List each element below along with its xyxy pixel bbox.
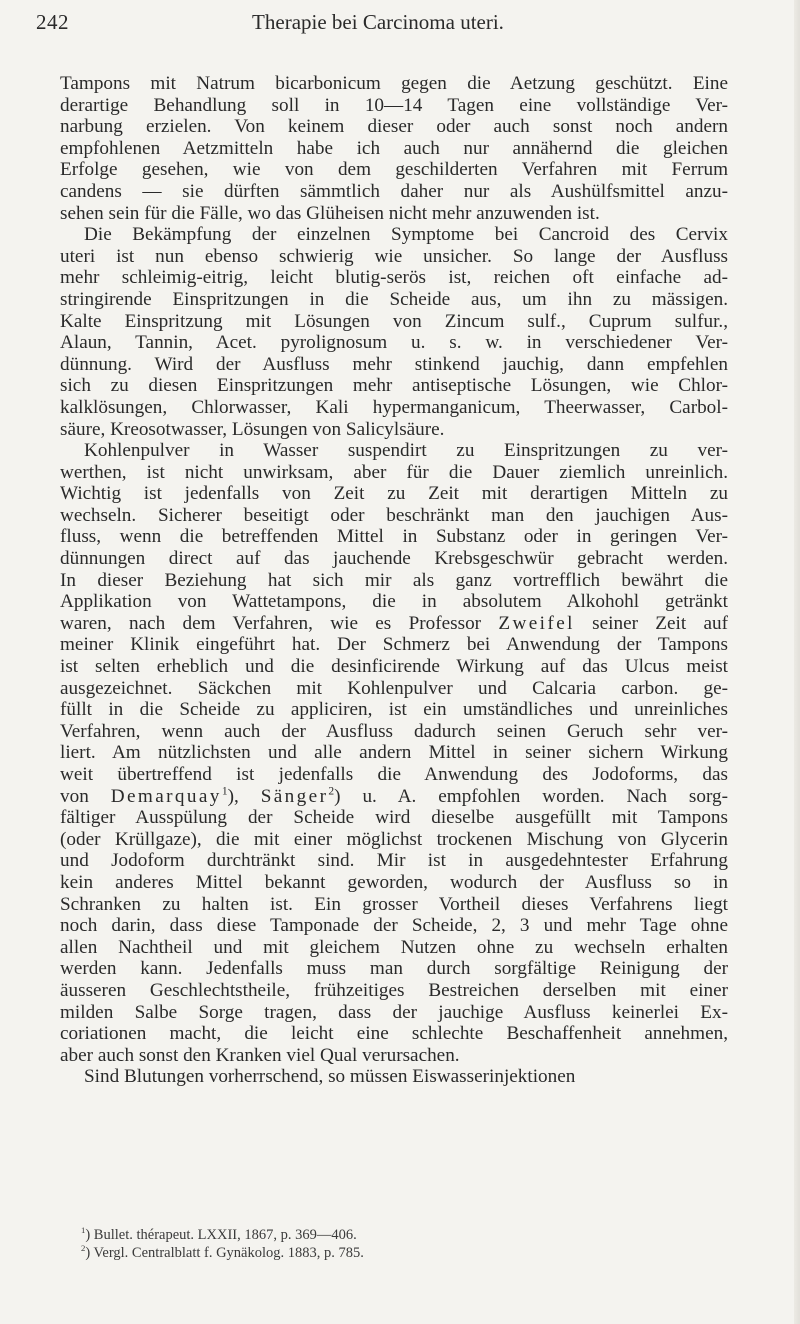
text-line (60, 95, 728, 117)
line-text: derartige Behandlung soll in 10—14 Tagen eine vollständige Ver- (60, 94, 728, 116)
text-line (60, 483, 728, 505)
text-line (60, 786, 728, 808)
text-line (60, 613, 728, 635)
text-line (60, 699, 728, 721)
scan-edge (794, 0, 800, 1324)
line-text: sich zu diesen Einspritzungen mehr antiseptische Lösungen, wie Chlor- (60, 375, 728, 397)
line-text: Wichtig ist jedenfalls von Zeit zu Zeit mit derartigen Mitteln zu (60, 483, 728, 505)
text-line (60, 375, 728, 397)
body-text (60, 73, 728, 1088)
line-text: fältiger Ausspülung der Scheide wird dieselbe ausgefüllt mit Tampons (60, 807, 728, 829)
text-line (60, 591, 728, 613)
line-text: Alaun, Tannin, Acet. pyrolignosum u. s. w. in verschiedener Ver- (60, 332, 728, 354)
text-line (60, 937, 728, 959)
line-text: liert. Am nützlichsten und alle andern Mittel in seiner sichern Wirkung (60, 742, 728, 764)
line-text: fluss, wenn die betreffenden Mittel in Substanz oder in geringen Ver- (60, 526, 728, 548)
text-line (60, 224, 728, 246)
text-line (60, 526, 728, 548)
text-line (60, 1045, 728, 1067)
text-line (60, 742, 728, 764)
text-line (60, 181, 728, 203)
line-text: Sind Blutungen vorherrschend, so müssen Eiswasserinjektionen (84, 1066, 576, 1088)
text-line (60, 138, 728, 160)
line-text: kein anderes Mittel bekannt geworden, wodurch der Ausfluss so in (60, 871, 728, 893)
text-line (60, 311, 728, 333)
line-text: weit übertreffend ist jedenfalls die Anwendung des Jodoforms, das (60, 764, 728, 785)
footnotes (81, 1226, 364, 1262)
line-text: (oder Krüllgaze), die mit einer möglichst trockenen Mischung von Glycerin (60, 828, 728, 850)
text-line (60, 829, 728, 851)
text-line (60, 116, 728, 138)
text-line (60, 73, 728, 95)
line-text: säure, Kreosotwasser, Lösungen von Salicylsäure. (60, 418, 445, 440)
line-text: allen Nachtheil und mit gleichem Nutzen ohne zu wechseln erhalten (60, 936, 728, 958)
line-sup2: 2 (328, 785, 335, 798)
line-text: äusseren Geschlechtstheile, frühzeitiges Bestreichen derselben mit einer (60, 979, 728, 1001)
line-text: noch darin, dass diese Tamponade der Scheide, 2, 3 und mehr Tage ohne (60, 915, 728, 937)
line-text: werthen, ist nicht unwirksam, aber für die Dauer ziemlich unreinlich. (60, 461, 728, 483)
line-text: Kohlenpulver in Wasser suspendirt zu Einspritzungen zu ver- (84, 440, 728, 462)
text-line (60, 634, 728, 656)
line-text: Tampons mit Natrum bicarbonicum gegen die Aetzung geschützt. Eine (60, 73, 728, 94)
text-line (60, 397, 728, 419)
line-post: ) u. A. empfohlen worden. Nach sorg- (334, 785, 728, 807)
line-text: Verfahren, wenn auch der Ausfluss dadurch seinen Geruch sehr ver- (60, 720, 728, 742)
line-text: narbung erzielen. Von keinem dieser oder auch sonst noch andern (60, 116, 728, 138)
line-sup1: 1 (221, 785, 228, 798)
text-line (60, 656, 728, 678)
line-spaced: Demarquay (110, 785, 222, 807)
text-line (60, 872, 728, 894)
footnote (81, 1244, 364, 1262)
line-text: und Jodoform durchtränkt sind. Mir ist in ausgedehntester Erfahrung (60, 850, 728, 872)
line-text: sehen sein für die Fälle, wo das Glüheisen nicht mehr anzuwenden ist. (60, 202, 600, 224)
line-text: coriationen macht, die leicht eine schlechte Beschaffenheit annehmen, (60, 1023, 728, 1045)
text-line (60, 958, 728, 980)
text-line (60, 1066, 728, 1088)
text-line (60, 548, 728, 570)
line-text: werden kann. Jedenfalls muss man durch sorgfältige Reinigung der (60, 958, 728, 980)
page-number: 242 (36, 10, 69, 34)
line-text: wechseln. Sicherer beseitigt oder beschränkt man den jauchigen Aus- (60, 504, 728, 526)
line-spaced: Zweifel (498, 612, 575, 634)
line-text: mehr schleimig-eitrig, leicht blutig-serös ist, reichen oft einfache ad- (60, 267, 728, 289)
line-text: Die Bekämpfung der einzelnen Symptome bei Cancroid des Cervix (84, 224, 728, 246)
line-text: Schranken zu halten ist. Ein grosser Vortheil dieses Verfahrens liegt (60, 893, 728, 915)
text-line (60, 850, 728, 872)
line-text: stringirende Einspritzungen in die Scheide aus, um ihn zu mässigen. (60, 288, 728, 310)
line-text: empfohlenen Aetzmitteln habe ich auch nur annähernd die gleichen (60, 137, 728, 159)
text-line (60, 894, 728, 916)
text-line (60, 678, 728, 700)
footnote-text: ) Bullet. thérapeut. LXXII, 1867, p. 369—406. (85, 1227, 357, 1243)
text-line (60, 332, 728, 354)
text-line (60, 354, 728, 376)
text-line (60, 159, 728, 181)
running-head: Therapie bei Carcinoma uteri. (252, 10, 504, 34)
line-text: Erfolge gesehen, wie von dem geschilderten Verfahren mit Ferrum (60, 159, 728, 181)
line-text: uteri ist nun ebenso schwierig wie unsicher. So lange der Ausfluss (60, 245, 728, 267)
footnote-text: ) Vergl. Centralblatt f. Gynäkolog. 1883, p. 785. (85, 1245, 364, 1261)
line-spaced2: Sänger (260, 785, 329, 807)
line-pre: waren, nach dem Verfahren, wie es Professor (60, 612, 499, 634)
text-line (60, 462, 728, 484)
line-text: Applikation von Wattetampons, die in absolutem Alkohohl getränkt (60, 591, 728, 613)
text-line (60, 807, 728, 829)
text-line (60, 419, 728, 441)
line-text: füllt in die Scheide zu appliciren, ist ein umständliches und unreinliches (60, 699, 728, 721)
footnote (81, 1226, 364, 1244)
line-text: candens — sie dürften sämmtlich daher nur als Aushülfsmittel anzu- (60, 180, 728, 202)
line-text: aber auch sonst den Kranken viel Qual verursachen. (60, 1044, 460, 1066)
text-line (60, 1023, 728, 1045)
text-line (60, 915, 728, 937)
text-line (60, 440, 728, 462)
footnote-marker: 2 (81, 1243, 86, 1254)
text-line (60, 267, 728, 289)
text-line (60, 764, 728, 786)
text-line (60, 246, 728, 268)
line-text: milden Salbe Sorge tragen, dass der jauchige Ausfluss keinerlei Ex- (60, 1001, 728, 1023)
text-line (60, 505, 728, 527)
text-line (60, 289, 728, 311)
line-text: meiner Klinik eingeführt hat. Der Schmerz bei Anwendung der Tampons (60, 634, 728, 656)
line-text: dünnung. Wird der Ausfluss mehr stinkend jauchig, dann empfehlen (60, 353, 728, 375)
line-text: dünnungen direct auf das jauchende Krebsgeschwür gebracht werden. (60, 548, 728, 570)
line-post: seiner Zeit auf (574, 612, 728, 634)
text-line (60, 721, 728, 743)
line-text: Kalte Einspritzung mit Lösungen von Zincum sulf., Cuprum sulfur., (60, 310, 728, 332)
text-line (60, 203, 728, 225)
line-pre: von (60, 785, 111, 807)
page-header (36, 10, 720, 50)
line-text: kalklösungen, Chlorwasser, Kali hypermanganicum, Theerwasser, Carbol- (60, 396, 728, 418)
line-mid: ), (227, 785, 261, 807)
text-line (60, 570, 728, 592)
line-text: In dieser Beziehung hat sich mir als ganz vortrefflich bewährt die (60, 569, 728, 591)
text-line (60, 980, 728, 1002)
text-line (60, 1002, 728, 1024)
line-text: ausgezeichnet. Säckchen mit Kohlenpulver und Calcaria carbon. ge- (60, 677, 728, 699)
footnote-marker: 1 (81, 1225, 86, 1236)
line-text: ist selten erheblich und die desinficirende Wirkung auf das Ulcus meist (60, 656, 728, 678)
